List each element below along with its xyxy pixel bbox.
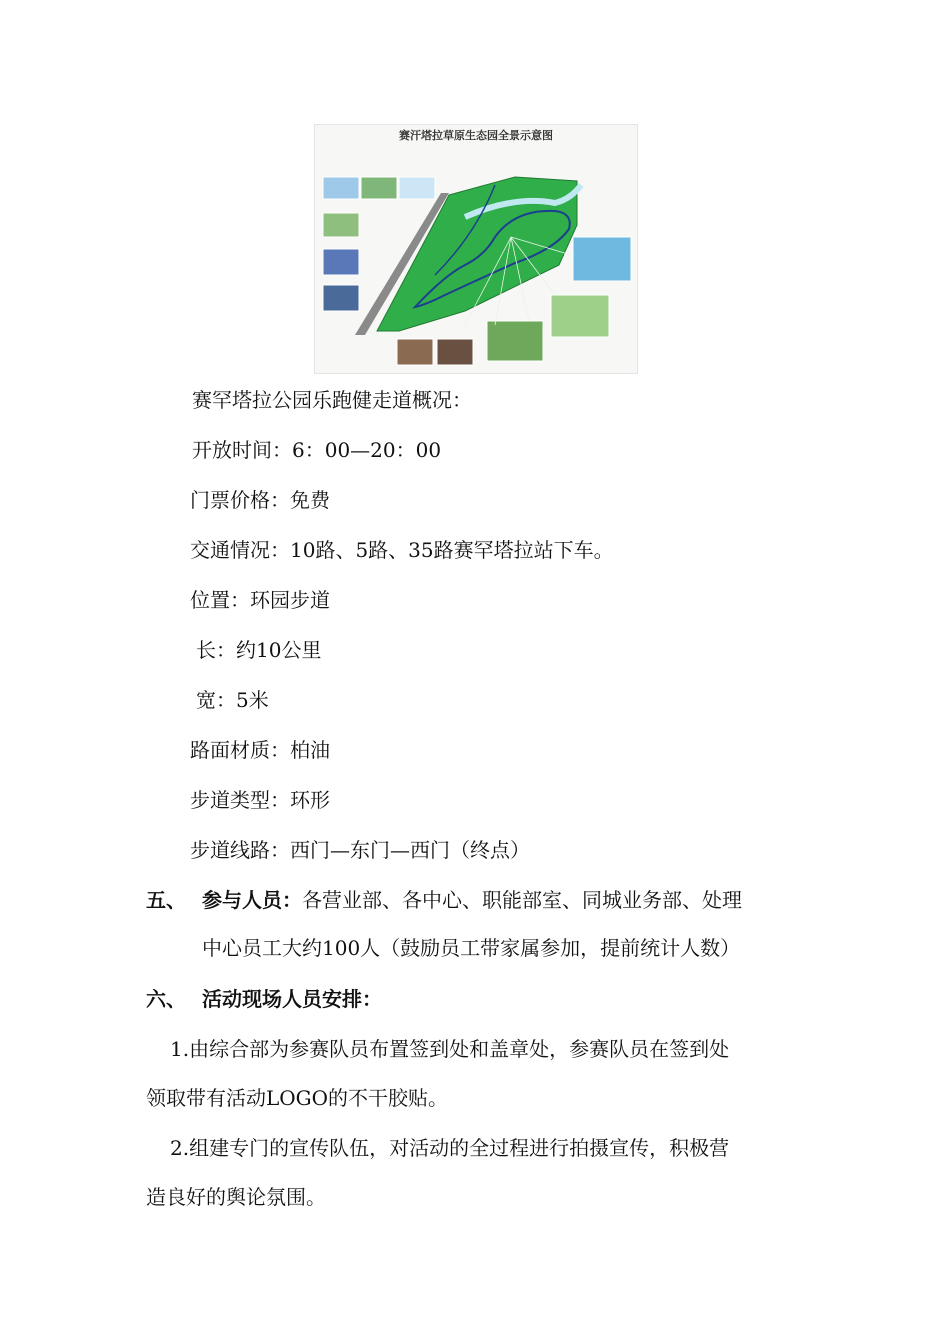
park-map-image: [315, 125, 637, 373]
ticket-price: 门票价格：免费: [190, 488, 330, 512]
location: 位置：环园步道: [190, 588, 330, 612]
section-5-text1: 各营业部、各中心、职能部室、同城业务部、处理: [302, 888, 742, 912]
trail-length: 长：约10公里: [196, 638, 322, 662]
surface-material: 路面材质：柏油: [190, 738, 330, 762]
section-6-number: 六、: [146, 987, 186, 1011]
section-6-item2-line2: 造良好的舆论氛围。: [146, 1185, 326, 1209]
trail-overview-heading: 赛罕塔拉公园乐跑健走道概况：: [192, 388, 472, 412]
section-5-label: 参与人员：: [202, 888, 302, 912]
section-6-item1-line1: 1.由综合部为参赛队员布置签到处和盖章处，参赛队员在签到处: [170, 1037, 730, 1061]
section-6-item1-line2: 领取带有活动LOGO的不干胶贴。: [146, 1086, 449, 1110]
trail-width: 宽：5米: [196, 688, 269, 712]
open-time: 开放时间：6：00—20：00: [192, 438, 442, 462]
trail-type: 步道类型：环形: [190, 788, 330, 812]
section-5-number: 五、: [146, 888, 186, 912]
section-5-text2: 中心员工大约100人（鼓励员工带家属参加，提前统计人数）: [202, 936, 741, 960]
park-map-figure: [314, 124, 638, 374]
trail-route: 步道线路：西门—东门—西门（终点）: [190, 838, 530, 862]
section-5-line1: [202, 887, 742, 913]
map-title: 赛汗塔拉草原生态园全景示意图: [399, 129, 553, 142]
section-6-item2-line1: 2.组建专门的宣传队伍，对活动的全过程进行拍摄宣传，积极营: [170, 1136, 730, 1160]
traffic-info: 交通情况：10路、5路、35路赛罕塔拉站下车。: [190, 538, 614, 562]
section-6-label: 活动现场人员安排：: [202, 987, 382, 1011]
